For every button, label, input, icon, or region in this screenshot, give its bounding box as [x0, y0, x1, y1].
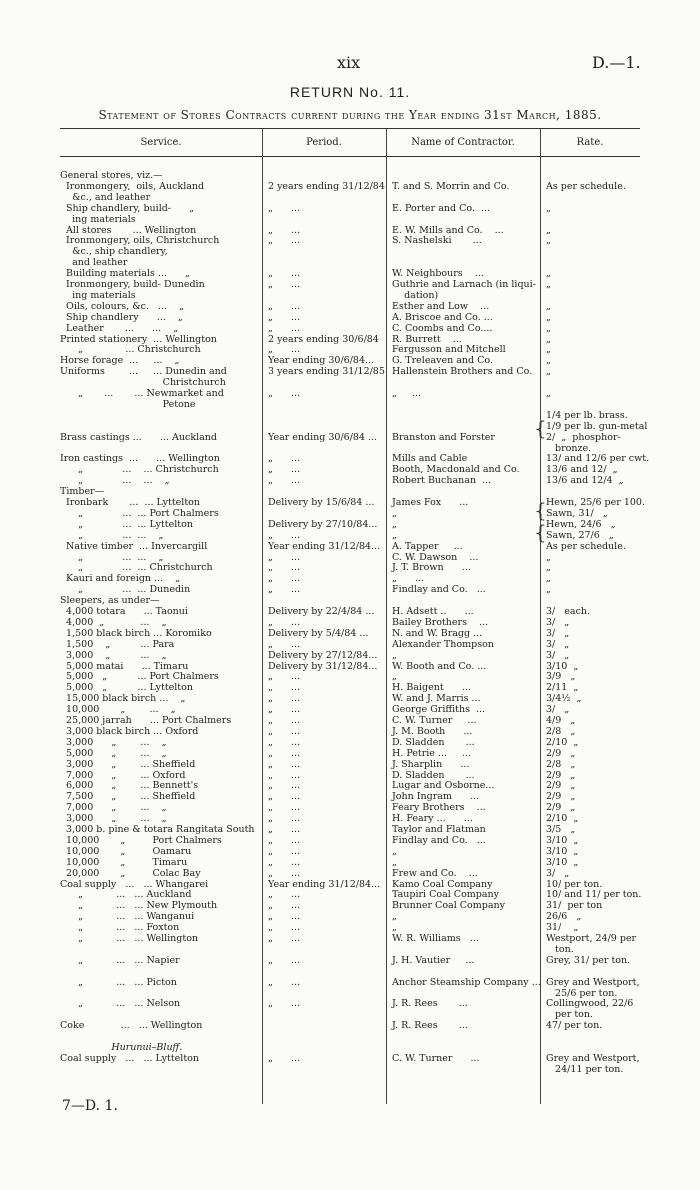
service-cell: ing materials [60, 289, 136, 301]
contractor-cell: A. Briscoe and Co. ... [392, 311, 493, 323]
service-cell: Christchurch [60, 377, 226, 389]
contractor-cell: Mills and Cable [392, 453, 468, 465]
service-cell: 6,000 „ ... Bennett's [60, 780, 199, 792]
service-cell: „ ... ... Christchurch [60, 562, 213, 574]
rate-cell: 31/ „ [546, 922, 579, 934]
service-cell: 10,000 „ Timaru [60, 856, 188, 868]
column-divider-3 [540, 129, 541, 1104]
rate-cell: As per schedule. [546, 540, 626, 552]
service-cell: Ironmongery, oils, Auckland [60, 180, 205, 192]
contractor-cell: W. R. Williams ... [392, 933, 479, 944]
rate-cell: 1/4 per lb. brass. [546, 409, 628, 421]
rate-cell: Hewn, 24/6 „ [546, 518, 616, 530]
service-cell: All stores ... Wellington [60, 224, 197, 236]
period-cell: „ ... [268, 780, 301, 792]
rate-cell: „ [546, 279, 551, 290]
contractor-cell: Findlay and Co. ... [392, 584, 486, 596]
contractor-cell: „ [392, 507, 397, 519]
period-cell: „ ... [268, 311, 301, 323]
period-cell: „ ... [268, 802, 301, 814]
rate-cell: 10/ per ton. [546, 878, 603, 890]
service-cell: 5,000 „ ... Port Chalmers [60, 671, 219, 683]
contractor-cell: S. Nashelski ... [392, 235, 482, 247]
service-cell: „ ... ... Wellington [60, 933, 199, 944]
contractor-cell: G. Treleaven and Co. [392, 355, 493, 367]
period-cell: „ ... [268, 562, 301, 574]
service-cell: 10,000 „ ... „ [60, 704, 176, 716]
rate-cell: 31/ per ton [546, 900, 603, 912]
service-cell: 25,000 jarrah ... Port Chalmers [60, 715, 232, 726]
rate-cell: As per schedule. [546, 180, 626, 192]
contractor-cell: H. Feary ... ... [392, 813, 473, 825]
contractor-cell: E. Porter and Co. ... [392, 202, 491, 214]
service-cell: and leather [60, 257, 128, 269]
service-cell: „ ... ... Nelson [60, 998, 181, 1010]
rate-cell: per ton. [546, 1009, 593, 1021]
service-cell: „ ... ... Lyttelton [60, 518, 193, 530]
contractor-cell: James Fox ... [392, 497, 469, 508]
contractor-cell: Hallenstein Brothers and Co. [392, 366, 533, 378]
rate-cell: 3/ each. [546, 606, 591, 617]
service-cell: Kauri and foreign ... „ [60, 573, 181, 585]
rate-cell: Hewn, 25/6 per 100. [546, 497, 645, 508]
contractor-cell: J. Sharplin ... [392, 758, 470, 770]
contractor-cell: Esther and Low ... [392, 300, 490, 312]
service-cell: 10,000 „ Port Chalmers [60, 834, 222, 846]
document-reference: D.—1. [592, 53, 641, 72]
service-cell: Coal supply ... ... Whangarei [60, 878, 209, 890]
contractor-cell: J. R. Rees ... [392, 998, 468, 1010]
contractor-cell: Frew and Co. ... [392, 867, 478, 879]
contractor-cell: Findlay and Co. ... [392, 834, 486, 846]
period-cell: „ ... [268, 322, 301, 334]
contractor-cell: Robert Buchanan ... [392, 475, 492, 487]
contractor-cell: Lugar and Osborne... [392, 780, 495, 792]
period-cell: „ ... [268, 638, 301, 650]
rate-cell: 2/9 „ [546, 747, 576, 759]
contractor-cell: Kamo Coal Company [392, 878, 493, 890]
service-cell: „ ... ... Picton [60, 976, 177, 988]
service-cell: „ ... ... Dunedin [60, 584, 191, 596]
period-cell: „ ... [268, 344, 301, 356]
service-cell: Horse forage ... ... „ [60, 355, 180, 367]
contractor-cell: „ [392, 922, 397, 934]
column-header-period: Period. [306, 137, 342, 148]
period-cell: „ ... [268, 584, 301, 596]
rate-cell: 26/6 „ [546, 911, 582, 923]
period-cell: „ ... [268, 736, 301, 748]
rate-cell: 1/9 per lb. gun-metal [546, 420, 648, 432]
service-cell: „ ... ... Napier [60, 954, 180, 966]
period-cell: „ ... [268, 758, 301, 770]
contractor-cell: „ [392, 671, 397, 683]
rate-cell: 2/10 „ [546, 736, 579, 748]
period-cell: Year ending 30/6/84 ... [268, 431, 378, 443]
rate-cell: 3/10 „ [546, 660, 579, 672]
contractor-cell: „ ... [392, 388, 422, 399]
contractor-cell: A. Tapper ... [392, 540, 463, 552]
period-cell: „ ... [268, 616, 301, 628]
rate-cell: Westport, 24/9 per [546, 933, 637, 944]
column-header-rate: Rate. [576, 137, 604, 148]
column-header-contractor: Name of Contractor. [411, 137, 515, 148]
service-cell: 7,000 „ ... „ [60, 802, 167, 814]
contractor-cell: „ ... [392, 573, 425, 585]
service-cell: Building materials ... „ [60, 268, 190, 280]
rate-cell: Grey and Westport, [546, 1052, 640, 1064]
service-cell: Sleepers, as under— [60, 595, 160, 607]
rate-cell: „ [546, 202, 551, 214]
contractor-cell: D. Sladden ... [392, 769, 475, 781]
period-cell: „ ... [268, 529, 301, 541]
rate-cell: 3/10 „ [546, 856, 579, 868]
rate-cell: 3/9 „ [546, 671, 576, 683]
rate-cell: 13/ and 12/6 per cwt. [546, 453, 650, 465]
contractor-cell: C. Coombs and Co.... [392, 322, 493, 334]
period-cell: „ ... [268, 475, 301, 487]
service-cell: „ ... ... „ [60, 529, 164, 541]
period-cell: „ ... [268, 388, 301, 399]
period-cell: Delivery by 15/6/84 ... [268, 497, 375, 508]
contractor-cell: W. and J. Marris ... [392, 693, 481, 705]
rate-cell: Sawn, 27/6 „ [546, 529, 614, 541]
contractor-cell: „ [392, 845, 397, 857]
contractor-cell: Alexander Thompson [392, 638, 494, 650]
service-cell: 5,000 matai ... Timaru [60, 660, 189, 672]
period-cell: Year ending 30/6/84... [268, 355, 375, 367]
period-cell: „ ... [268, 671, 301, 683]
service-cell: 15,000 black birch ... „ [60, 693, 186, 705]
service-cell: &c., ship chandlery, [60, 246, 168, 258]
contractor-cell: „ [392, 529, 397, 541]
contractor-cell: „ [392, 649, 397, 661]
rate-cell: „ [546, 551, 551, 563]
period-cell: „ ... [268, 922, 301, 934]
period-cell: „ ... [268, 976, 301, 988]
period-cell: „ ... [268, 573, 301, 585]
contractor-cell: „ [392, 518, 397, 530]
period-cell: „ ... [268, 453, 301, 465]
rate-cell: 2/8 „ [546, 758, 576, 770]
service-cell: Oils, colours, &c. ... „ [60, 300, 185, 312]
period-cell: Year ending 31/12/84... [268, 878, 381, 890]
brace-timber-2: { [534, 520, 547, 544]
column-divider-2 [386, 129, 387, 1104]
rate-cell: 3/ „ [546, 704, 570, 716]
contractor-cell: „ [392, 911, 397, 923]
rate-cell: 2/9 „ [546, 791, 576, 803]
service-cell: 3,000 black birch ... Oxford [60, 725, 199, 737]
service-cell: 1,500 black birch ... Koromiko [60, 627, 212, 639]
period-cell: „ ... [268, 845, 301, 857]
header-rule-top [60, 128, 640, 129]
rate-cell: 13/6 and 12/4 „ [546, 475, 624, 487]
contractor-cell: Branston and Forster [392, 431, 495, 443]
service-cell: „ ... ... Newmarket and [60, 388, 224, 399]
rate-cell: 2/11 „ [546, 682, 579, 694]
period-cell: „ ... [268, 834, 301, 846]
period-cell: „ ... [268, 747, 301, 759]
rate-cell: 3/5 „ [546, 824, 576, 835]
service-cell: Ironmongery, oils, Christchurch [60, 235, 220, 247]
period-cell: „ ... [268, 824, 301, 835]
rate-cell: 4/9 „ [546, 715, 576, 726]
contractor-cell: W. Neighbours ... [392, 268, 484, 280]
service-cell: 1,500 „ ... Para [60, 638, 175, 650]
contractor-cell: Fergusson and Mitchell [392, 344, 506, 356]
rate-cell: „ [546, 322, 551, 334]
service-cell: 3,000 „ ... „ [60, 736, 167, 748]
period-cell: „ ... [268, 268, 301, 280]
service-cell: Ship chandlery, build- „ [60, 202, 195, 214]
rate-cell: „ [546, 366, 551, 378]
rate-cell: 3/10 „ [546, 845, 579, 857]
rate-cell: 3/4½ „ [546, 693, 582, 705]
period-cell: Delivery by 31/12/84... [268, 660, 378, 672]
period-cell: „ ... [268, 551, 301, 563]
rate-cell: „ [546, 235, 551, 247]
period-cell: 2 years ending 30/6/84 [268, 333, 379, 345]
contractor-cell: C. W. Turner ... [392, 1052, 480, 1064]
contractor-cell: Taupiri Coal Company [392, 889, 500, 901]
contractor-cell: J. H. Vautier ... [392, 954, 475, 966]
rate-cell: bronze. [546, 442, 592, 454]
rate-cell: 2/9 „ [546, 780, 576, 792]
rate-cell: 3/ „ [546, 616, 570, 628]
contractor-cell: Guthrie and Larnach (in liqui- [392, 279, 536, 290]
service-cell: Coal supply ... ... Lyttelton [60, 1052, 199, 1064]
statement-heading: Statement of Stores Contracts current during the Year ending 31st March, 1885. [98, 108, 602, 122]
period-cell: „ ... [268, 224, 301, 236]
contractor-cell: Booth, Macdonald and Co. [392, 464, 520, 476]
service-cell: 7,000 „ ... Oxford [60, 769, 186, 781]
service-cell: 5,000 „ ... „ [60, 747, 167, 759]
rate-cell: 2/9 „ [546, 802, 576, 814]
period-cell: „ ... [268, 715, 301, 726]
rate-cell: 3/10 „ [546, 834, 579, 846]
period-cell: „ ... [268, 1052, 301, 1064]
rate-cell: „ [546, 344, 551, 356]
rate-cell: „ [546, 333, 551, 345]
service-cell: 5,000 „ ... Lyttelton [60, 682, 193, 694]
period-cell: „ ... [268, 867, 301, 879]
service-cell: 20,000 „ Colac Bay [60, 867, 201, 879]
period-cell: „ ... [268, 682, 301, 694]
period-cell: „ ... [268, 725, 301, 737]
rate-cell: „ [546, 388, 551, 399]
period-cell: „ ... [268, 889, 301, 901]
column-header-service: Service. [140, 137, 182, 148]
rate-cell: „ [546, 300, 551, 312]
contractor-cell: T. and S. Morrin and Co. [392, 180, 510, 192]
service-cell: „ ... ... Auckland [60, 889, 192, 901]
contractor-cell: dation) [392, 289, 439, 301]
contractor-cell: Bailey Brothers ... [392, 616, 489, 628]
period-cell: Delivery by 27/10/84... [268, 518, 378, 530]
rate-cell: Collingwood, 22/6 [546, 998, 634, 1010]
period-cell: 2 years ending 31/12/84 [268, 180, 385, 192]
rate-cell: ton. [546, 943, 574, 955]
service-cell: Ironbark ... ... Lyttelton [60, 497, 200, 508]
service-cell: „ ... Christchurch [60, 344, 201, 356]
period-cell: Delivery by 5/4/84 ... [268, 627, 369, 639]
rate-cell: 2/10 „ [546, 813, 579, 825]
period-cell: Year ending 31/12/84... [268, 540, 381, 552]
service-cell: 4,000 totara ... Taonui [60, 606, 188, 617]
service-cell: 3,000 „ ... „ [60, 813, 167, 825]
service-cell: „ ... ... Christchurch [60, 464, 219, 476]
rate-cell: „ [546, 584, 551, 596]
period-cell: „ ... [268, 998, 301, 1010]
contractor-cell: R. Burrett ... [392, 333, 462, 345]
period-cell: „ ... [268, 791, 301, 803]
contractor-cell: Brunner Coal Company [392, 900, 505, 912]
rate-cell: Grey and Westport, [546, 976, 640, 988]
rate-cell: 3/ „ [546, 867, 570, 879]
contractor-cell: N. and W. Bragg ... [392, 627, 483, 639]
period-cell: Delivery by 27/12/84... [268, 649, 378, 661]
rate-cell: 2/9 „ [546, 769, 576, 781]
service-cell: Leather ... ... „ [60, 322, 179, 334]
service-cell: Ship chandlery ... „ [60, 311, 183, 323]
period-cell: „ ... [268, 933, 301, 944]
rate-cell: 3/ „ [546, 638, 570, 650]
contractor-cell: C. W. Dawson ... [392, 551, 479, 563]
service-cell: &c., and leather [60, 191, 151, 203]
service-cell: Uniforms ... ... Dunedin and [60, 366, 227, 378]
contractor-cell: Feary Brothers ... [392, 802, 486, 814]
service-cell: 3,000 „ ... „ [60, 649, 167, 661]
service-cell: 7,500 „ ... Sheffield [60, 791, 196, 803]
contractor-cell: Anchor Steamship Company ... [392, 976, 541, 988]
period-cell: „ ... [268, 911, 301, 923]
period-cell: Delivery by 22/4/84 ... [268, 606, 375, 617]
service-cell: ing materials [60, 213, 136, 225]
service-cell: Coke ... ... Wellington [60, 1020, 203, 1032]
service-cell: „ ... ... Foxton [60, 922, 180, 934]
rate-cell: Sawn, 31/ „ [546, 507, 608, 519]
contractor-cell: John Ingram ... [392, 791, 480, 803]
service-cell: Ironmongery, build- Dunedin [60, 279, 205, 290]
period-cell: „ ... [268, 856, 301, 868]
brace-timber-1: { [534, 498, 547, 522]
page-footer: 7—D. 1. [62, 1098, 118, 1114]
service-cell: Timber— [60, 486, 105, 498]
rate-cell: 24/11 per ton. [546, 1063, 624, 1075]
period-cell: „ ... [268, 954, 301, 966]
period-cell: 3 years ending 31/12/85 [268, 366, 385, 378]
rate-cell: Grey, 31/ per ton. [546, 954, 631, 966]
return-title: RETURN No. 11. [289, 84, 411, 100]
period-cell: „ ... [268, 704, 301, 716]
rate-cell: „ [546, 562, 551, 574]
service-cell: 3,000 „ ... Sheffield [60, 758, 196, 770]
service-cell: General stores, viz.— [60, 170, 163, 181]
period-cell: „ ... [268, 202, 301, 214]
contractor-cell: J. M. Booth ... [392, 725, 473, 737]
rate-cell: 47/ per ton. [546, 1020, 603, 1032]
rate-cell: 2/8 „ [546, 725, 576, 737]
contractor-cell: W. Booth and Co. ... [392, 660, 487, 672]
service-cell: 4,000 „ ... „ [60, 616, 167, 628]
rate-cell: „ [546, 311, 551, 323]
contractor-cell: H. Petrie ... ... [392, 747, 472, 759]
rate-cell: 13/6 and 12/ „ [546, 464, 618, 476]
service-cell: „ ... ... Wanganui [60, 911, 195, 923]
contractor-cell: D. Sladden ... [392, 736, 475, 748]
rate-cell: „ [546, 573, 551, 585]
period-cell: „ ... [268, 693, 301, 705]
contractor-cell: H. Baigent ... [392, 682, 471, 694]
contractor-cell: C. W. Turner ... [392, 715, 477, 726]
service-cell: Petone [60, 398, 196, 410]
rate-cell: „ [546, 224, 551, 236]
column-divider-1 [262, 129, 263, 1104]
rate-cell: 10/ and 11/ per ton. [546, 889, 642, 901]
period-cell: „ ... [268, 300, 301, 312]
brace-brass: { [534, 416, 547, 440]
service-cell: „ ... ... „ [60, 475, 170, 487]
period-cell: „ ... [268, 900, 301, 912]
period-cell: „ ... [268, 464, 301, 476]
service-cell: Native timber ... Invercargill [60, 540, 208, 552]
contractor-cell: George Griffiths ... [392, 704, 486, 716]
rate-cell: 2/ „ phosphor- [546, 431, 621, 443]
contractor-cell: J. T. Brown ... [392, 562, 471, 574]
service-cell: Hurunui–Bluff. [60, 1042, 183, 1053]
period-cell: „ ... [268, 813, 301, 825]
rate-cell: 25/6 per ton. [546, 987, 618, 999]
service-cell: „ ... ... New Plymouth [60, 900, 218, 912]
rate-cell: 3/ „ [546, 627, 570, 639]
contractor-cell: H. Adsett .. ... [392, 606, 474, 617]
rate-cell: 3/ „ [546, 649, 570, 661]
contractor-cell: „ [392, 856, 397, 868]
period-cell: „ ... [268, 769, 301, 781]
service-cell: „ ... ... „ [60, 551, 164, 563]
contractor-cell: Taylor and Flatman [392, 824, 486, 835]
header-rule-bottom [60, 156, 640, 157]
rate-cell: „ [546, 268, 551, 280]
service-cell: „ ... ... Port Chalmers [60, 507, 219, 519]
contractor-cell: E. W. Mills and Co. ... [392, 224, 504, 236]
rate-cell: „ [546, 355, 551, 367]
period-cell: „ ... [268, 279, 301, 290]
period-cell: „ ... [268, 235, 301, 247]
service-cell: Brass castings ... ... Auckland [60, 431, 217, 443]
service-cell: Iron castings ... ... Wellington [60, 453, 220, 465]
service-cell: 3,000 b. pine & totara Rangitata South [60, 824, 255, 835]
contractor-cell: J. R. Rees ... [392, 1020, 468, 1032]
service-cell: 10,000 „ Oamaru [60, 845, 192, 857]
page-number: xix [337, 53, 361, 72]
service-cell: Printed stationery ... Wellington [60, 333, 217, 345]
